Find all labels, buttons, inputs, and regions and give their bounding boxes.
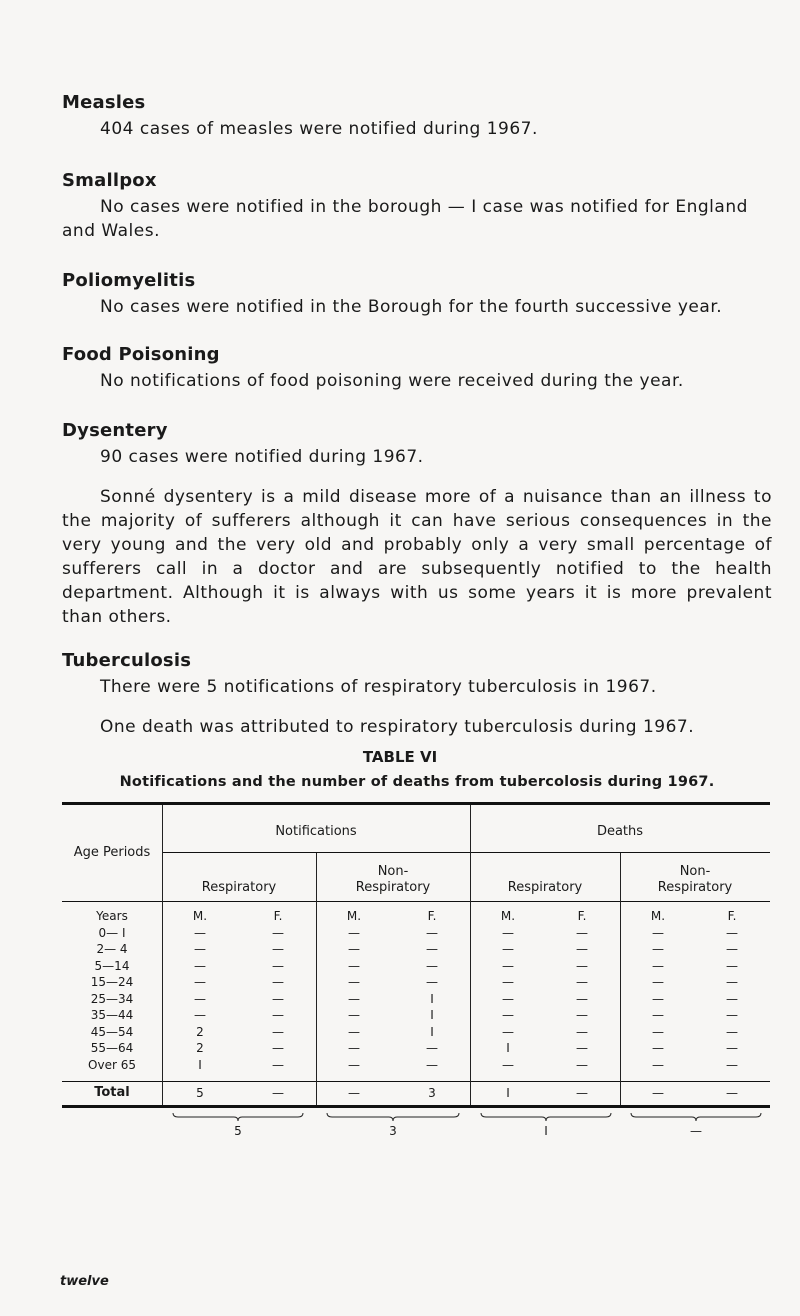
table-cell: — [576,1057,588,1072]
table-cell: I [430,1024,434,1039]
sex-header: F. [727,909,737,923]
table-cell: — [348,958,360,973]
table-cell: — [502,975,514,989]
deaths-nonresp-header-line1: Non- [679,864,711,879]
group-total: 3 [389,1124,397,1138]
section-paragraph: 404 cases of measles were notified during 1967. [100,119,538,139]
table-cell: — [272,1024,284,1039]
table-cell: — [726,942,738,956]
page-footer: twelve [60,1274,109,1289]
table-cell: — [726,1024,738,1039]
table-cell: — [652,958,664,973]
table-cell: I [198,1057,202,1072]
table-cell: — [652,1024,664,1039]
age-period-label: 25—34 [90,991,134,1006]
age-period-label: 55—64 [90,1041,134,1055]
table-cell: — [726,1041,738,1055]
age-period-label: 0— I [98,925,126,940]
table-cell: — [272,975,284,989]
group-brace [630,1112,762,1122]
table-cell: — [502,925,514,940]
total-cell: — [726,1086,738,1100]
table-cell: — [502,1057,514,1072]
table-cell: — [726,958,738,973]
table-cell: — [426,975,438,989]
group-brace [326,1112,460,1122]
table-cell: 2 [196,1041,204,1055]
table-cell: — [194,925,206,940]
table-cell: — [502,958,514,973]
table-cell: I [430,991,434,1006]
table-cell: — [652,1041,664,1055]
table-cell: — [272,1008,284,1022]
table-cell: — [348,1008,360,1022]
sex-header: F. [273,909,283,923]
group-total: I [544,1124,548,1138]
section-food-poisoning [62,344,772,393]
table-header-rule [62,901,770,902]
table-cell: — [576,1008,588,1022]
table-bottom-rule [62,1105,770,1108]
notif-nonresp-header-line1: Non- [377,864,409,879]
section-heading: Tuberculosis [62,650,192,671]
age-period-label: 35—44 [90,1008,134,1022]
table-cell: — [426,942,438,956]
table-cell: — [576,975,588,989]
section-measles [62,92,772,141]
age-period-label: 45—54 [90,1024,134,1039]
table-cell: — [576,958,588,973]
section-paragraph: No cases were notified in the Borough for the fourth successive year. [100,297,723,317]
table-cell: — [348,925,360,940]
table-cell: — [652,942,664,956]
table-label: TABLE VI [362,748,438,766]
deaths-header: Deaths [596,824,644,839]
section-heading: Dysentery [62,420,168,441]
table-cell: — [652,1057,664,1072]
total-cell: — [652,1086,664,1100]
table-cell: — [194,975,206,989]
table-cell: I [430,1008,434,1022]
section-heading: Poliomyelitis [62,270,196,291]
table-cell: — [726,975,738,989]
notif-nonresp-header-line2: Respiratory [355,880,431,895]
total-cell: — [576,1086,588,1100]
table-top-rule [62,802,770,805]
group-total: 5 [234,1124,242,1138]
section-heading: Measles [62,92,146,113]
sex-header: M. [650,909,666,923]
table-cell: — [348,1057,360,1072]
table-cell: — [194,958,206,973]
table-cell: — [272,1057,284,1072]
deaths-respiratory-header: Respiratory [507,880,583,895]
section-paragraph: One death was attributed to respiratory tuberculosis during 1967. [100,717,695,737]
table-cell: — [652,975,664,989]
table-cell: — [726,991,738,1006]
section-heading: Smallpox [62,170,157,191]
section-heading: Food Poisoning [62,344,220,365]
table-cell: — [576,1041,588,1055]
table-cell: — [272,942,284,956]
table-cell: — [194,991,206,1006]
table-cell: — [194,942,206,956]
table-cell: — [576,1024,588,1039]
table-cell: — [502,942,514,956]
section-tuberculosis [62,650,772,739]
table-cell: — [348,942,360,956]
table-cell: — [502,991,514,1006]
section-poliomyelitis [62,270,772,319]
table-cell: — [502,1008,514,1022]
table-cell: — [272,991,284,1006]
table-col-divider [162,805,163,1105]
total-cell: I [506,1086,510,1100]
sex-header: F. [577,909,587,923]
total-label: Total [94,1085,130,1100]
group-brace [480,1112,612,1122]
section-dysentery [62,420,772,629]
table-cell: 2 [196,1024,204,1039]
deaths-nonresp-header-line2: Respiratory [657,880,733,895]
table-cell: I [506,1041,510,1055]
table-total-rule [62,1081,770,1082]
group-total: — [690,1124,702,1138]
years-label: Years [96,909,128,923]
age-period-label: 15—24 [90,975,134,989]
table-cell: — [726,1008,738,1022]
table-cell: — [652,1008,664,1022]
notif-respiratory-header: Respiratory [201,880,277,895]
table-cell: — [726,1057,738,1072]
table-cell: — [652,991,664,1006]
total-cell: 5 [196,1086,204,1100]
section-paragraph: Sonné dysentery is a mild disease more of a nuisance than an illness to the majority of sufferers although it can have serious consequences in the very young and the very old and probably only a very small percentage of sufferers call in a doctor and are subsequently notified to the health department. Although it is always with us some years it is more prevalent than others. [62,487,772,627]
sex-header: M. [500,909,516,923]
age-period-label: 5—14 [94,958,130,973]
section-smallpox [62,170,772,243]
sex-header: F. [427,909,437,923]
section-paragraph: No notifications of food poisoning were received during the year. [100,371,684,391]
table-caption: Notifications and the number of deaths from tubercolosis during 1967. [119,774,715,790]
total-cell: — [272,1086,284,1100]
table-cell: — [576,942,588,956]
age-periods-header: Age Periods [73,845,151,860]
table-cell: — [272,925,284,940]
table-cell: — [426,958,438,973]
group-brace [172,1112,304,1122]
age-period-label: 2— 4 [96,942,128,956]
table-cell: — [652,925,664,940]
age-period-label: Over 65 [88,1057,136,1072]
table-col-divider [470,805,471,1105]
table-cell: — [348,975,360,989]
table-cell: — [426,1057,438,1072]
section-paragraph: No cases were notified in the borough — I case was notified for England and Wales. [62,197,748,241]
table-cell: — [348,1041,360,1055]
table-cell: — [576,925,588,940]
section-paragraph: 90 cases were notified during 1967. [100,447,424,467]
table-cell: — [576,991,588,1006]
section-paragraph: There were 5 notifications of respiratory tuberculosis in 1967. [100,677,657,697]
total-cell: 3 [428,1086,436,1100]
table-cell: — [726,925,738,940]
notifications-header: Notifications [275,824,357,839]
table-cell: — [272,1041,284,1055]
total-cell: — [348,1086,360,1100]
table-cell: — [272,958,284,973]
sex-header: M. [192,909,208,923]
table-cell: — [426,925,438,940]
table-cell: — [194,1008,206,1022]
table-cell: — [348,1024,360,1039]
table-cell: — [426,1041,438,1055]
table-cell: — [348,991,360,1006]
sex-header: M. [346,909,362,923]
table-cell: — [502,1024,514,1039]
